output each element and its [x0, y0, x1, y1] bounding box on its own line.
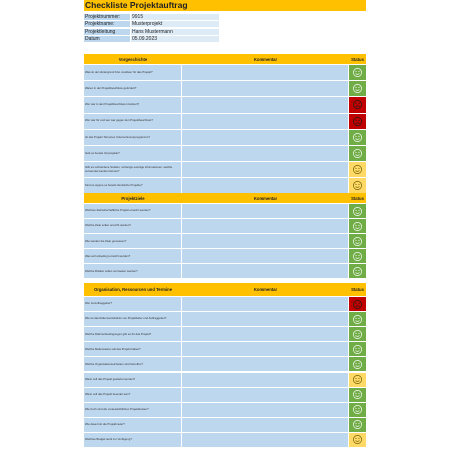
checklist-row — [84, 372, 366, 387]
comment-cell[interactable] — [182, 418, 349, 432]
section-title: Projektziele — [121, 195, 145, 201]
info-label: Projektname: — [84, 21, 130, 28]
info-label: Datum — [84, 36, 130, 43]
question-text: Wer war für und wer war gegen den Projektbeschluss? — [84, 114, 182, 129]
comment-cell[interactable] — [182, 249, 349, 263]
section-header — [84, 283, 366, 296]
status-cell[interactable] — [349, 403, 366, 417]
status-cell[interactable] — [349, 234, 366, 248]
checklist-row — [84, 356, 366, 371]
question-text: Welche Rahmenbedingungen gibt es für das Projekt? — [84, 327, 182, 341]
section-header — [84, 54, 366, 64]
comment-cell[interactable] — [182, 327, 349, 341]
comment-column-header: Kommentar — [253, 195, 278, 201]
status-cell[interactable] — [349, 81, 366, 96]
smiley-face-icon-yellow — [352, 374, 363, 385]
status-cell[interactable] — [349, 264, 366, 278]
question-text: Wann soll das Projekt gestartet werden? — [84, 373, 182, 387]
status-cell[interactable] — [349, 130, 366, 145]
status-cell[interactable] — [349, 357, 366, 371]
comment-cell[interactable] — [182, 312, 349, 326]
checklist-row — [84, 113, 366, 129]
smiley-face-icon — [352, 266, 363, 277]
question-text: Welches Budget steht zur Verfügung? — [84, 433, 182, 447]
info-value: 05.09.2023 — [131, 36, 219, 43]
comment-cell[interactable] — [182, 342, 349, 356]
status-cell[interactable] — [349, 219, 366, 233]
question-text: Was ist der Hintergrund bzw. Auslöser für das Projekt? — [84, 65, 182, 80]
question-text: Welche Ziele sollen erreicht werden? — [84, 219, 182, 233]
comment-column-header: Kommentar — [253, 56, 278, 62]
comment-cell[interactable] — [182, 178, 349, 193]
smiley-face-icon-yellow — [352, 164, 363, 175]
question-text: Welches Ziel/wirtschaftliche Projekt erreicht werden? — [84, 204, 182, 218]
status-column-header: Status — [351, 195, 364, 201]
smiley-face-icon — [352, 206, 363, 217]
smiley-face-icon — [352, 148, 363, 159]
comment-cell[interactable] — [182, 65, 349, 80]
checklist-row — [84, 248, 366, 263]
question-text: Wie hoch sind die voraussichtlichen Projektkosten? — [84, 403, 182, 417]
checklist-row — [84, 326, 366, 341]
comment-cell[interactable] — [182, 388, 349, 402]
status-cell[interactable] — [349, 327, 366, 341]
status-cell[interactable] — [349, 146, 366, 161]
info-label: Projektleitung — [84, 29, 130, 36]
comment-cell[interactable] — [182, 97, 349, 112]
smiley-face-icon — [352, 389, 363, 400]
checklist-row — [84, 145, 366, 161]
checklist-row — [84, 417, 366, 432]
section-title: Vorgeschichte — [118, 56, 148, 62]
sad-face-icon — [352, 99, 363, 110]
checklist-row — [84, 233, 366, 248]
smiley-face-icon — [352, 314, 363, 325]
question-text: Wie dauert ist die Projektmeter? — [84, 418, 182, 432]
status-cell[interactable] — [349, 97, 366, 112]
checklist-row — [84, 129, 366, 145]
checklist-row — [84, 402, 366, 417]
section-title: Organisation, Ressourcen und Termine — [93, 287, 173, 292]
status-cell[interactable] — [349, 297, 366, 311]
checklist-row — [84, 311, 366, 326]
question-text: Wann soll das Projekt beendet sein? — [84, 388, 182, 402]
comment-cell[interactable] — [182, 373, 349, 387]
document-title: Checkliste Projektauftrag — [84, 0, 366, 11]
comment-cell[interactable] — [182, 204, 349, 218]
info-label: Projektnummer: — [84, 14, 130, 21]
status-cell[interactable] — [349, 114, 366, 129]
checklist-row — [84, 296, 366, 311]
smiley-face-icon-yellow — [352, 180, 363, 191]
status-cell[interactable] — [349, 162, 366, 177]
status-cell[interactable] — [349, 418, 366, 432]
smiley-face-icon — [352, 359, 363, 370]
smiley-face-icon — [352, 329, 363, 340]
question-text: Wer war in den Projektbeschluss involviert? — [84, 97, 182, 112]
comment-cell[interactable] — [182, 403, 349, 417]
project-info-row — [84, 21, 366, 28]
smiley-face-icon — [352, 132, 363, 143]
project-info-row — [84, 14, 366, 21]
sad-face-icon — [352, 116, 363, 127]
checklist-row — [84, 80, 366, 96]
comment-cell[interactable] — [182, 146, 349, 161]
info-value: Musterprojekt — [131, 21, 219, 28]
question-text: Wie ist das Rollenverständnis von Projektleiter und Auftraggeber? — [84, 312, 182, 326]
checklist-row — [84, 387, 366, 402]
question-text: Gab es bereits Vorprojekte? — [84, 146, 182, 161]
smiley-face-icon — [352, 419, 363, 430]
question-text: Ist das Projekt Teil eines Unternehmensprogramms? — [84, 130, 182, 145]
comment-cell[interactable] — [182, 81, 349, 96]
smiley-face-icon — [352, 83, 363, 94]
status-cell[interactable] — [349, 388, 366, 402]
question-text: Waren in der Projektbeschluss gefordert? — [84, 81, 182, 96]
smiley-face-icon — [352, 221, 363, 232]
question-text: Sind es eigene es bereits identische Projekte? — [84, 178, 182, 193]
checklist-row — [84, 218, 366, 233]
project-info-row — [84, 29, 366, 36]
info-value: Hans Mustermann — [131, 29, 219, 36]
comment-cell[interactable] — [182, 357, 349, 371]
status-cell[interactable] — [349, 433, 366, 447]
info-value: 9915 — [131, 14, 219, 21]
status-column-header: Status — [351, 287, 364, 292]
checklist-row — [84, 96, 366, 112]
checklist-row — [84, 263, 366, 278]
question-text: Was soll unbedingt erreicht werden? — [84, 249, 182, 263]
question-text: Welche Organisationseinheiten sind betroffen? — [84, 357, 182, 371]
question-text: Wie werden die Ziele gemessen? — [84, 234, 182, 248]
checklist-row — [84, 64, 366, 80]
smiley-face-icon — [352, 344, 363, 355]
question-text: Wer ist Auftraggeber? — [84, 297, 182, 311]
sad-face-icon — [352, 299, 363, 310]
comment-cell[interactable] — [182, 234, 349, 248]
status-cell[interactable] — [349, 65, 366, 80]
comment-cell[interactable] — [182, 162, 349, 177]
comment-cell[interactable] — [182, 114, 349, 129]
question-text: Welche Risiken sollen vermieden werden? — [84, 264, 182, 278]
status-cell[interactable] — [349, 204, 366, 218]
smiley-face-icon — [352, 404, 363, 415]
status-cell[interactable] — [349, 249, 366, 263]
checklist-row — [84, 432, 366, 447]
smiley-face-icon-yellow — [352, 434, 363, 445]
status-column-header: Status — [351, 56, 364, 62]
comment-cell[interactable] — [182, 219, 349, 233]
comment-cell[interactable] — [182, 264, 349, 278]
comment-cell[interactable] — [182, 130, 349, 145]
status-cell[interactable] — [349, 178, 366, 193]
status-cell[interactable] — [349, 312, 366, 326]
comment-cell[interactable] — [182, 297, 349, 311]
smiley-face-icon — [352, 251, 363, 262]
checklist-row — [84, 161, 366, 177]
status-cell[interactable] — [349, 373, 366, 387]
section-header — [84, 193, 366, 203]
smiley-face-icon — [352, 67, 363, 78]
checklist-row — [84, 341, 366, 356]
project-info-row — [84, 36, 366, 43]
checklist-row — [84, 177, 366, 193]
status-cell[interactable] — [349, 342, 366, 356]
checklist-row — [84, 203, 366, 218]
comment-cell[interactable] — [182, 433, 349, 447]
question-text: Welche Meilensteine soll das Projekt haben? — [84, 342, 182, 356]
smiley-face-icon — [352, 236, 363, 247]
comment-column-header: Kommentar — [253, 287, 278, 292]
question-text: Gibt es vorhandene Studien, vorherige sonstige Informationen, welche verwendet werden können? — [84, 162, 182, 177]
